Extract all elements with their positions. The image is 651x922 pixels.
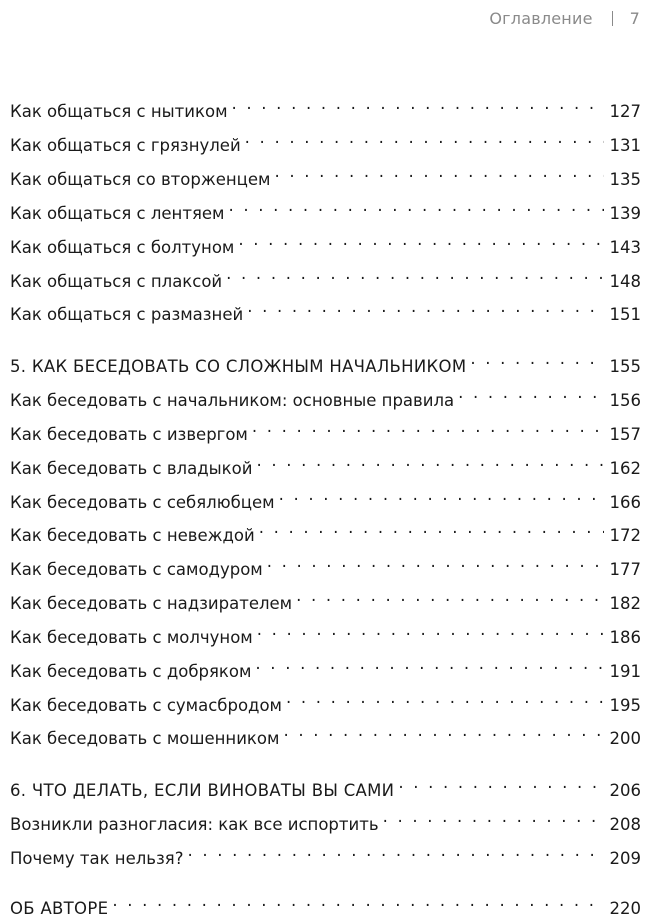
toc-entry[interactable]	[10, 549, 641, 579]
toc-entry-title: Как беседовать с надзирателем	[10, 594, 293, 613]
toc-chapter-page: 206	[609, 781, 641, 800]
toc-entry-leader	[275, 159, 604, 185]
toc-entry-leader	[267, 549, 604, 575]
toc-entry[interactable]	[10, 227, 641, 257]
toc-entry-title: Как общаться с болтуном	[10, 238, 235, 257]
toc-entry[interactable]	[10, 91, 641, 121]
toc-entry-leader	[398, 770, 603, 796]
toc-entry-title: Как общаться со вторженцем	[10, 170, 271, 189]
toc-entry-leader	[283, 718, 603, 744]
toc-chapter-title: ОБ АВТОРЕ	[10, 899, 109, 918]
toc-entry-title: Как беседовать с невеждой	[10, 526, 255, 545]
toc-entry-leader	[247, 294, 603, 320]
toc-entry[interactable]	[10, 294, 641, 324]
toc-entry-page: 172	[609, 526, 641, 545]
toc-chapter[interactable]	[10, 888, 641, 918]
toc-entry-leader	[256, 448, 603, 474]
toc-entry[interactable]	[10, 482, 641, 512]
toc-entry-page: 209	[609, 849, 641, 868]
toc-entry[interactable]	[10, 380, 641, 410]
toc-entry-title: Как общаться с плаксой	[10, 272, 223, 291]
toc-entry-leader	[296, 583, 603, 609]
toc-entry-leader	[245, 125, 604, 151]
toc-entry-page: 143	[609, 238, 641, 257]
toc-entry-title: Как беседовать с самодуром	[10, 560, 263, 579]
toc-entry-page: 208	[609, 815, 641, 834]
toc-entry-leader	[226, 261, 603, 287]
toc-entry-leader	[257, 617, 604, 643]
toc-chapter[interactable]	[10, 770, 641, 800]
toc-entry-page: 186	[609, 628, 641, 647]
toc-entry-title: Как беседовать с себялюбцем	[10, 493, 275, 512]
toc-entry[interactable]	[10, 448, 641, 478]
toc-entry-page: 151	[609, 305, 641, 324]
toc-entry-page: 127	[609, 102, 641, 121]
toc-entry-leader	[259, 515, 604, 541]
toc-entry-page: 148	[609, 272, 641, 291]
toc-entry-title: Почему так нельзя?	[10, 849, 184, 868]
toc-entry-title: Как беседовать с сумасбродом	[10, 696, 282, 715]
toc-entry-leader	[383, 804, 604, 830]
toc-entry-title: Как общаться с нытиком	[10, 102, 228, 121]
toc-entry-page: 135	[609, 170, 641, 189]
toc-entry[interactable]	[10, 125, 641, 155]
toc-entry-page: 139	[609, 204, 641, 223]
running-head-page-number: 7	[629, 9, 640, 28]
toc-chapter-title: 6. ЧТО ДЕЛАТЬ, ЕСЛИ ВИНОВАТЫ ВЫ САМИ	[10, 781, 395, 800]
toc-entry-leader	[255, 651, 603, 677]
toc-entry-title: Возникли разногласия: как все испортить	[10, 815, 379, 834]
toc-entry-leader	[187, 838, 603, 864]
toc-entry[interactable]	[10, 718, 641, 748]
toc-entry-leader	[470, 346, 603, 372]
toc-entry-title: Как общаться с размазней	[10, 305, 244, 324]
toc-entry[interactable]	[10, 515, 641, 545]
toc-entry-page: 182	[609, 594, 641, 613]
toc-entry-page: 177	[609, 560, 641, 579]
toc-entry-page: 200	[609, 729, 641, 748]
toc-entry-title: Как общаться с лентяем	[10, 204, 225, 223]
toc-entry-title: Как беседовать с извергом	[10, 425, 248, 444]
toc-entry[interactable]	[10, 583, 641, 613]
toc-chapter[interactable]	[10, 346, 641, 376]
toc-entry-title: Как беседовать с добряком	[10, 662, 252, 681]
toc-entry[interactable]	[10, 804, 641, 834]
toc-entry-leader	[112, 888, 603, 914]
toc-chapter-title: 5. КАК БЕСЕДОВАТЬ СО СЛОЖНЫМ НАЧАЛЬНИКОМ	[10, 357, 467, 376]
toc-entry-page: 162	[609, 459, 641, 478]
toc-entry-leader	[279, 482, 604, 508]
toc-entry[interactable]	[10, 193, 641, 223]
toc-entry[interactable]	[10, 617, 641, 647]
toc-entry[interactable]	[10, 685, 641, 715]
toc-chapter-page: 220	[609, 899, 641, 918]
running-head-separator	[612, 11, 613, 26]
toc-entry[interactable]	[10, 261, 641, 291]
toc-entry-leader	[458, 380, 603, 406]
toc-entry-page: 166	[609, 493, 641, 512]
toc-entry-leader	[286, 685, 604, 711]
toc-entry-title: Как беседовать с молчуном	[10, 628, 253, 647]
toc-entry-page: 191	[609, 662, 641, 681]
toc-entry-leader	[252, 414, 604, 440]
toc-entry-leader	[232, 91, 604, 117]
toc-entry-title: Как беседовать с начальником: основные правила	[10, 391, 455, 410]
toc-entry-title: Как общаться с грязнулей	[10, 136, 241, 155]
toc-entry[interactable]	[10, 414, 641, 444]
toc-entry-page: 157	[609, 425, 641, 444]
toc-entry-title: Как беседовать с владыкой	[10, 459, 253, 478]
running-head	[489, 9, 640, 28]
toc-entry[interactable]	[10, 651, 641, 681]
toc-chapter-page: 155	[609, 357, 641, 376]
toc-entry-leader	[238, 227, 603, 253]
toc-entry-title: Как беседовать с мошенником	[10, 729, 280, 748]
toc-entry-page: 156	[609, 391, 641, 410]
toc-entry[interactable]	[10, 159, 641, 189]
toc-entry-page: 131	[609, 136, 641, 155]
toc-entry-page: 195	[609, 696, 641, 715]
toc-entry[interactable]	[10, 838, 641, 868]
toc-entry-leader	[228, 193, 603, 219]
running-head-section: Оглавление	[489, 9, 593, 28]
